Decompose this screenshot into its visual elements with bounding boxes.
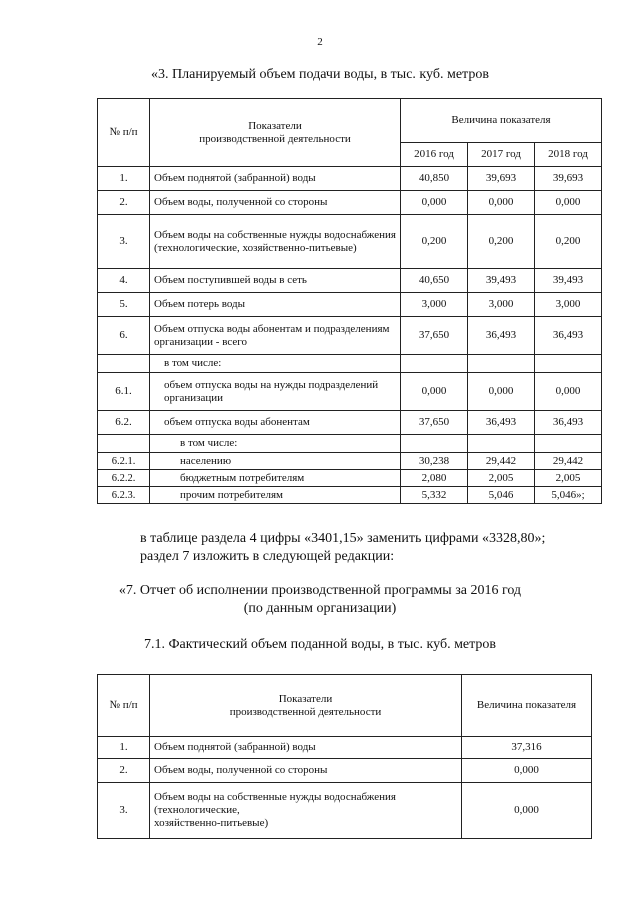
- actual-water-supply-table: [97, 674, 592, 839]
- value-2016: 30,238: [401, 453, 468, 470]
- table-row: [98, 269, 602, 293]
- row-value: 0,000: [462, 783, 592, 839]
- row-num: 2.: [98, 191, 150, 215]
- row-name: Объем воды на собственные нужды водоснабжения (технологические, хозяйственно-питьевые): [150, 215, 401, 269]
- table-row: [98, 355, 602, 373]
- value-2017: 39,493: [468, 269, 535, 293]
- planned-water-supply-table: [97, 98, 602, 504]
- row-num: [98, 355, 150, 373]
- value-2016: [401, 435, 468, 453]
- row-num: [98, 435, 150, 453]
- value-2018: 39,693: [535, 167, 602, 191]
- table-row: [98, 167, 602, 191]
- value-2018: 0,200: [535, 215, 602, 269]
- value-2017: 0,000: [468, 191, 535, 215]
- value-2017: [468, 435, 535, 453]
- row-name: в том числе:: [150, 355, 401, 373]
- amendment-paragraph-1: в таблице раздела 4 цифры «3401,15» заменить цифрами «3328,80»;: [140, 531, 546, 546]
- header-indicator: Показатели производственной деятельности: [150, 675, 462, 737]
- value-2017: 36,493: [468, 317, 535, 355]
- header-value: Величина показателя: [401, 99, 602, 143]
- value-2018: [535, 435, 602, 453]
- section-7-1-title: 7.1. Фактический объем поданной воды, в тыс. куб. метров: [143, 637, 497, 652]
- value-2018: 5,046»;: [535, 487, 602, 504]
- value-2017: 39,693: [468, 167, 535, 191]
- value-2016: 37,650: [401, 411, 468, 435]
- table-row: [98, 215, 602, 269]
- value-2018: 29,442: [535, 453, 602, 470]
- value-2018: 2,005: [535, 470, 602, 487]
- value-2018: 3,000: [535, 293, 602, 317]
- row-num: 3.: [98, 215, 150, 269]
- row-name: Объем поднятой (забранной) воды: [150, 737, 462, 759]
- value-2016: 3,000: [401, 293, 468, 317]
- header-num: № п/п: [98, 675, 150, 737]
- value-2017: 3,000: [468, 293, 535, 317]
- value-2018: 36,493: [535, 317, 602, 355]
- value-2016: 0,000: [401, 191, 468, 215]
- section-3-title: «3. Планируемый объем подачи воды, в тыс. куб. метров: [151, 67, 489, 82]
- value-2016: 5,332: [401, 487, 468, 504]
- row-name: объем отпуска воды на нужды подразделений организации: [150, 373, 401, 411]
- value-2017: 0,200: [468, 215, 535, 269]
- row-num: 6.2.1.: [98, 453, 150, 470]
- value-2018: 0,000: [535, 373, 602, 411]
- table-row: [98, 317, 602, 355]
- row-value: 0,000: [462, 759, 592, 783]
- value-2016: 0,000: [401, 373, 468, 411]
- row-num: 6.2.: [98, 411, 150, 435]
- value-2017: 5,046: [468, 487, 535, 504]
- header-year-2016: 2016 год: [401, 143, 468, 167]
- table-row: [98, 191, 602, 215]
- value-2017: [468, 355, 535, 373]
- row-name: населению: [150, 453, 401, 470]
- value-2018: 36,493: [535, 411, 602, 435]
- value-2018: 0,000: [535, 191, 602, 215]
- table-row: [98, 470, 602, 487]
- row-name: Объем воды, полученной со стороны: [150, 191, 401, 215]
- value-2016: 40,650: [401, 269, 468, 293]
- value-2018: 39,493: [535, 269, 602, 293]
- row-name: объем отпуска воды абонентам: [150, 411, 401, 435]
- row-num: 4.: [98, 269, 150, 293]
- row-name: в том числе:: [150, 435, 401, 453]
- header-value: Величина показателя: [462, 675, 592, 737]
- value-2016: 2,080: [401, 470, 468, 487]
- value-2017: 36,493: [468, 411, 535, 435]
- table-row: [98, 453, 602, 470]
- row-num: 3.: [98, 783, 150, 839]
- row-name: Объем воды, полученной со стороны: [150, 759, 462, 783]
- value-2016: 40,850: [401, 167, 468, 191]
- value-2018: [535, 355, 602, 373]
- table-row: [98, 373, 602, 411]
- value-2017: 0,000: [468, 373, 535, 411]
- amendment-paragraph-2: раздел 7 изложить в следующей редакции:: [140, 549, 395, 564]
- table-row: [98, 293, 602, 317]
- table-row: [98, 411, 602, 435]
- table-row: [98, 737, 592, 759]
- value-2016: [401, 355, 468, 373]
- row-num: 1.: [98, 737, 150, 759]
- row-num: 6.2.2.: [98, 470, 150, 487]
- value-2017: 29,442: [468, 453, 535, 470]
- row-name: Объем потерь воды: [150, 293, 401, 317]
- value-2016: 0,200: [401, 215, 468, 269]
- section-7-title: «7. Отчет об исполнении производственной программы за 2016 год: [118, 583, 522, 598]
- row-num: 6.: [98, 317, 150, 355]
- row-name: Объем воды на собственные нужды водоснабжения (технологические, хозяйственно-питьевые): [150, 783, 462, 839]
- table-row: [98, 759, 592, 783]
- table-row: [98, 487, 602, 504]
- row-num: 1.: [98, 167, 150, 191]
- header-num: № п/п: [98, 99, 150, 167]
- row-name: Объем поднятой (забранной) воды: [150, 167, 401, 191]
- row-name: бюджетным потребителям: [150, 470, 401, 487]
- header-year-2017: 2017 год: [468, 143, 535, 167]
- row-name: Объем поступившей воды в сеть: [150, 269, 401, 293]
- header-year-2018: 2018 год: [535, 143, 602, 167]
- header-indicator: Показатели производственной деятельности: [150, 99, 401, 167]
- value-2017: 2,005: [468, 470, 535, 487]
- section-7-subtitle: (по данным организации): [243, 601, 397, 616]
- row-name: прочим потребителям: [150, 487, 401, 504]
- row-name: Объем отпуска воды абонентам и подразделениям организации - всего: [150, 317, 401, 355]
- row-num: 6.1.: [98, 373, 150, 411]
- table-row: [98, 435, 602, 453]
- row-num: 2.: [98, 759, 150, 783]
- row-num: 5.: [98, 293, 150, 317]
- table-row: [98, 783, 592, 839]
- page-number: 2: [317, 36, 323, 48]
- row-value: 37,316: [462, 737, 592, 759]
- row-num: 6.2.3.: [98, 487, 150, 504]
- value-2016: 37,650: [401, 317, 468, 355]
